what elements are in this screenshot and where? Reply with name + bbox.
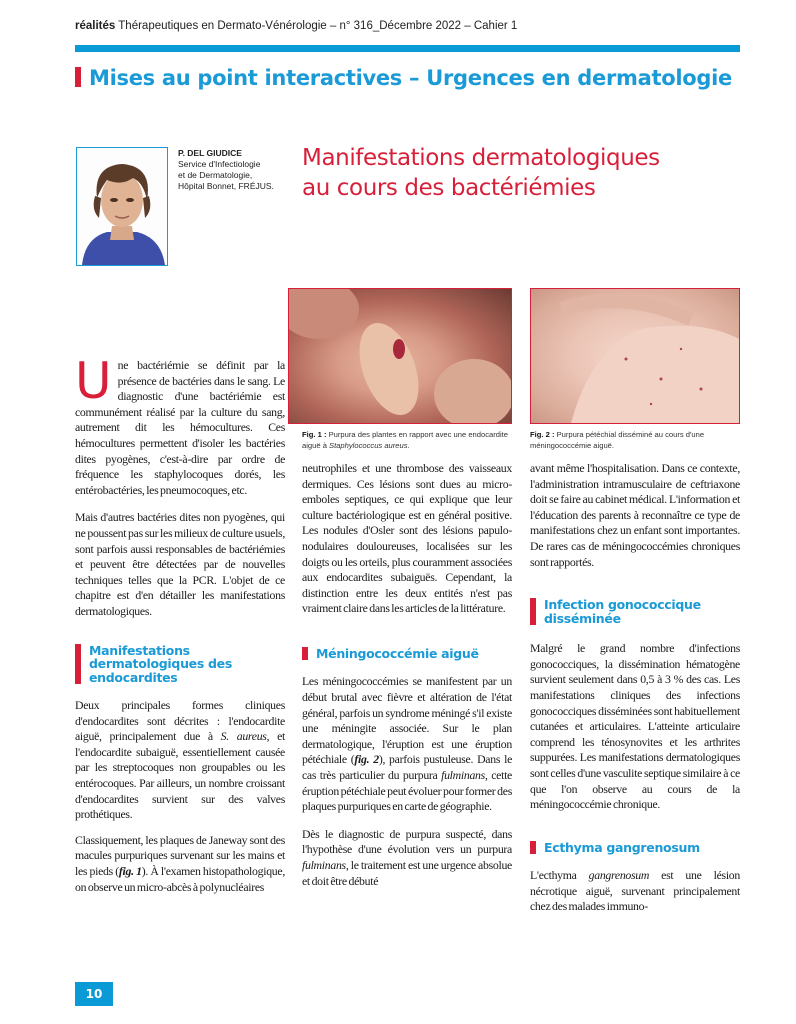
paragraph: avant même l'hospitalisation. Dans ce contexte, l'administration intramusculaire de ceftriaxone doit se faire au cabinet médical. L'information et l'éducation des parents à reconnaître ce type de manifestations chez un enfant sont importantes. De rares cas de méningococcémies chroniques sont rapportés. [530,461,740,569]
caption-text: Purpura des plantes en rapport avec une endocardite aiguë à [302,430,509,450]
section-title-text: Mises au point interactives – Urgences en dermatologie [89,66,732,90]
paragraph-text: Deux principales formes cliniques d'endocardites sont décrites : l'endocardite aiguë, principalement due à [75,698,285,744]
journal-info: Thérapeutiques en Dermato-Vénérologie – n° 316_Décembre 2022 – Cahier 1 [118,20,518,32]
paragraph: neutrophiles et une thrombose des vaisseaux dermiques. Ces lésions sont dues au micro-emboles septiques, ce qui explique que leur culture bactériologique est en général positive. Les nodules d'Osler sont des lésions papulo-nodulaires douloureuses, localisées sur les doigts ou les orteils, plus couramment associées aux endocardites subaiguës. Cependant, la distinction entre les deux entités n'est pas vraiment claire dans les articles de la littérature. [302,461,512,616]
column-1 [75,352,285,895]
figure-reference: fig. 1 [118,863,142,878]
paragraph-text: est une lésion nécrotique aiguë, survenant principalement chez des malades immuno- [530,868,740,914]
drop-cap: U [75,352,112,410]
heading-gonococcique [530,598,740,625]
running-head [75,20,517,32]
paragraph-text: Dès le diagnostic de purpura suspecté, dans l'hypothèse d'une évolution vers un purpura [302,826,512,857]
caption-text: . [407,440,410,450]
heading-meningococcemie [302,647,512,661]
column-2 [302,461,512,889]
author-affiliation: Service d'Infectiologie [178,159,261,169]
paragraph [75,698,285,823]
section-title [75,66,732,90]
paragraph: Mais d'autres bactéries dites non pyogènes, qui ne poussent pas sur les milieux de culture usuels, sont parfois aussi responsables de bactériémies et peuvent être détectées par de nouvelles techniques telles que la PCR. L'objet de ce chapitre est d'en détailler les manifestations dermatologiques. [75,510,285,618]
paragraph [302,674,512,814]
page-number: 10 [75,982,113,1006]
heading-endocardites [75,644,285,685]
header-rule [75,45,740,52]
section-marker [75,67,81,87]
paragraph-italic: fulminans [441,768,485,782]
intro-paragraph [75,352,285,498]
paragraph: Malgré le grand nombre d'infections gonococciques, la dissémination hématogène survient seulement dans 0,5 à 3 % des cas. Les manifestations cliniques des infections gonococciques disséminées sont habituellement cutanées et articulaires. L'atteinte articulaire comprend les ténosynovites et les arthrites suppurées. Les manifestations dermatologiques sont celles d'une vasculite septique similaire à ce que l'on observe au cours de la méningococcémie chronique. [530,641,740,812]
paragraph-text: Les méningococcémies se manifestent par un début brutal avec fièvre et altération de l'état général, parfois un syndrome méningé s'il existe une méningite associée. Sur le plan dermatologique, l'éruption est une éruption pétéchiale ( [302,674,512,767]
article-title [302,143,660,203]
paragraph-text: ne bactériémie se définit par la présence de bactéries dans le sang. Le diagnostic d'une bactériémie est communément réalisé par la culture du sang, autrement dit les hémocultures. Ces hémocultures permettent d'isoler les bactéries dites pyogènes, c'est-à-dire par ordre de fréquence les staphylocoques dorés, les entérobactéries, les pneumocoques, etc. [75,358,285,497]
heading-marker [530,598,536,625]
author-name: P. DEL GIUDICE [178,148,242,158]
paragraph-text: , cette éruption pétéchiale peut évoluer pour former des plaques purpuriques en carte de géographie. [302,768,512,814]
figure-2-image [530,288,740,424]
heading-text: Ecthyma gangrenosum [544,839,700,855]
paragraph-italic: gangrenosum [588,868,650,883]
heading-text: Infection gonococcique disséminée [544,597,701,626]
author-affiliation: Hôpital Bonnet, FRÉJUS. [178,181,274,191]
paragraph-text: , et l'endocardite subaiguë, essentiellement causée par les streptocoques non groupables ou les entérocoques. Par ailleurs, un nombre croissant d'endocardites survient sur des valves prothétiques. [75,729,285,822]
paragraph [530,868,740,915]
article-title-line: au cours des bactériémies [302,175,596,201]
heading-marker [75,644,81,685]
heading-text: Manifestations dermatologiques des endocardites [89,642,233,685]
paragraph-text: L'ecthyma [530,868,589,883]
heading-text: Méningococcémie aiguë [316,645,479,661]
figure-reference: fig. 2 [354,752,379,767]
column-3 [530,461,740,915]
heading-ecthyma [530,841,740,855]
paragraph-italic: S. aureus [220,729,267,744]
caption-italic: Staphylococcus aureus [329,440,408,450]
caption-text: Purpura pétéchial disséminé au cours d'une méningococcémie aiguë. [530,430,705,450]
author-photo [76,147,168,266]
heading-marker [302,647,308,661]
figure-1-caption [302,430,512,451]
paragraph [302,827,512,889]
paragraph-text: Classiquement, les plaques de Janeway sont des macules purpuriques survenant sur les mains et les pieds ( [75,832,285,878]
caption-label: Fig. 1 : [302,430,327,439]
paragraph-italic: fulminans [302,857,346,872]
figure-2-caption [530,430,740,451]
paragraph [75,833,285,895]
article-title-line: Manifestations dermatologiques [302,145,660,171]
heading-marker [530,841,536,855]
brand: réalités [75,20,116,32]
author-affiliation: et de Dermatologie, [178,170,253,180]
paragraph-text: ). À l'examen histopathologique, on observe un micro-abcès à polynucléaires [75,863,285,894]
figure-1-image [288,288,512,424]
paragraph-text: , le traitement est une urgence absolue et doit être débuté [302,857,512,888]
paragraph-text: ), parfois pustuleuse. Dans le cas très particulier du purpura [302,752,513,782]
author-block [178,148,274,192]
caption-label: Fig. 2 : [530,430,555,439]
